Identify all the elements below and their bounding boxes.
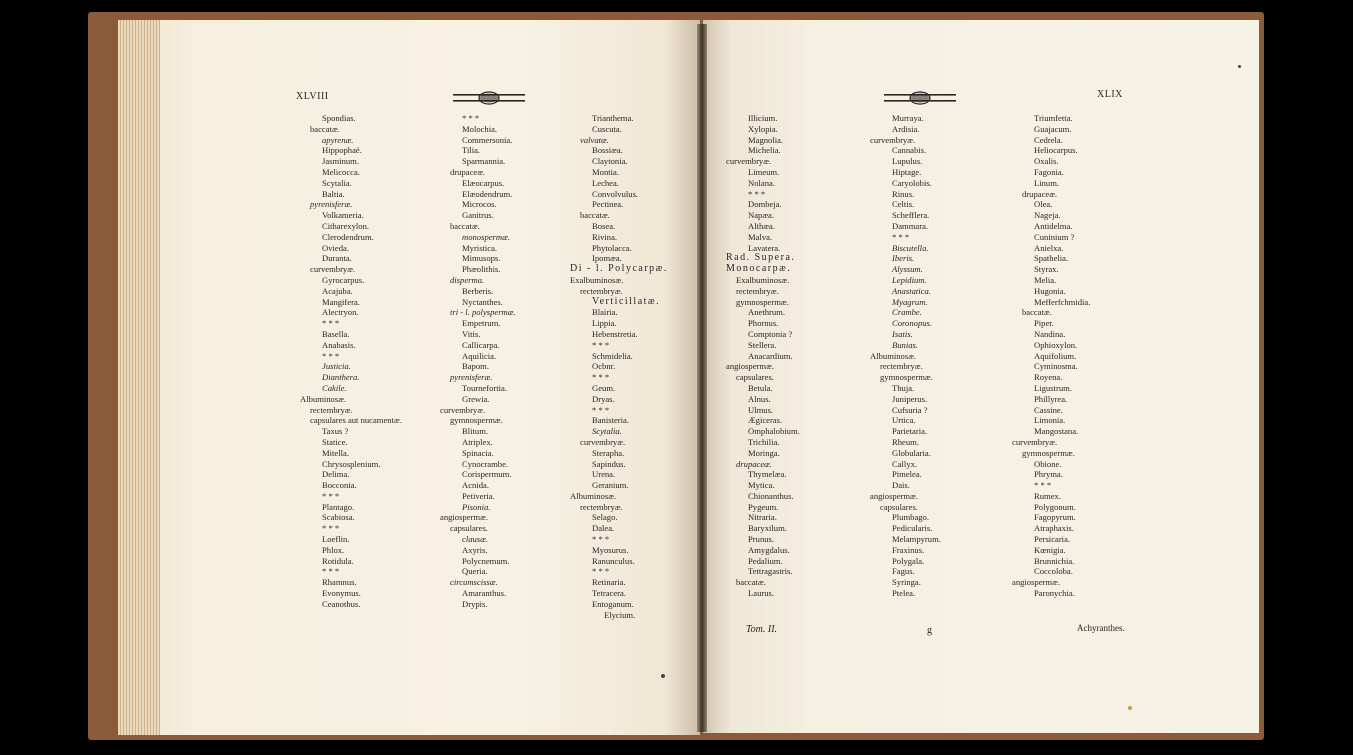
taxon-entry: Bunias. bbox=[892, 339, 919, 350]
taxon-entry: monospermæ. bbox=[462, 231, 510, 242]
taxon-entry: baccatæ. bbox=[450, 220, 480, 231]
taxon-entry: Hiptage. bbox=[892, 166, 922, 177]
taxon-entry: Elæocarpus. bbox=[462, 177, 505, 188]
taxon-entry: Myagrum. bbox=[892, 296, 928, 307]
taxon-entry: Rinus. bbox=[892, 188, 915, 199]
taxon-entry: Pisonia. bbox=[462, 501, 491, 512]
taxon-entry: angiospermæ. bbox=[870, 490, 918, 501]
taxon-entry: Pedalium. bbox=[748, 555, 783, 566]
taxon-entry: Vitis. bbox=[462, 328, 481, 339]
taxon-entry: drupaceæ. bbox=[450, 166, 486, 177]
section-separator: * * * bbox=[592, 339, 610, 350]
taxon-entry: Blitum. bbox=[462, 426, 489, 437]
taxon-entry: Callyx. bbox=[892, 458, 918, 469]
taxon-entry: Globularia. bbox=[892, 447, 931, 458]
section-separator: * * * bbox=[322, 566, 340, 577]
taxon-entry: Lippia. bbox=[592, 318, 617, 329]
taxon-entry: Bosea. bbox=[592, 220, 616, 231]
section-separator: * * * bbox=[322, 490, 340, 501]
taxon-entry: Thuja. bbox=[892, 382, 915, 393]
taxon-entry: Rivina. bbox=[592, 231, 618, 242]
taxon-entry: Baltia. bbox=[322, 188, 345, 199]
taxon-entry: Mangostana. bbox=[1034, 426, 1079, 437]
taxon-entry: Anethrum. bbox=[748, 307, 785, 318]
taxon-entry: drupaceæ. bbox=[736, 458, 773, 469]
taxon-entry: Styrax. bbox=[1034, 264, 1059, 275]
taxon-entry: Melia. bbox=[1034, 274, 1057, 285]
taxon-entry: Claytonia. bbox=[592, 156, 628, 167]
taxon-entry: Obione. bbox=[1034, 458, 1062, 469]
taxon-entry: baccatæ. bbox=[736, 577, 766, 588]
taxon-entry: Nandina. bbox=[1034, 328, 1066, 339]
taxon-entry: circumscissæ. bbox=[450, 577, 498, 588]
taxon-entry: Corispermum. bbox=[462, 469, 512, 480]
taxon-entry: drupaceæ. bbox=[1022, 188, 1058, 199]
taxon-entry: Celtis. bbox=[892, 199, 915, 210]
taxon-entry: Jasminum. bbox=[322, 156, 360, 167]
taxon-entry: Cassine. bbox=[1034, 404, 1063, 415]
taxon-entry: curvembryæ. bbox=[580, 436, 626, 447]
taxon-entry: Scytalia. bbox=[322, 177, 352, 188]
left-ornament-icon bbox=[453, 90, 525, 106]
taxon-entry: Phillyrea. bbox=[1034, 393, 1068, 404]
taxon-entry: Dais. bbox=[892, 480, 910, 491]
taxon-entry: Sterapha. bbox=[592, 447, 625, 458]
taxon-entry: Trichilia. bbox=[748, 436, 780, 447]
taxon-entry: Comptonia ? bbox=[748, 328, 793, 339]
taxon-entry: Evonymus. bbox=[322, 588, 361, 599]
taxon-entry: curvembryæ. bbox=[440, 404, 486, 415]
taxon-entry: pyrenisferæ. bbox=[450, 372, 493, 383]
taxon-entry: curvembryæ. bbox=[870, 134, 916, 145]
taxon-entry: Alyssum. bbox=[892, 264, 923, 275]
taxon-entry: Laurus. bbox=[748, 588, 775, 599]
taxon-entry: Ocbnr. bbox=[592, 361, 616, 372]
taxon-entry: Paronychia. bbox=[1034, 588, 1075, 599]
taxon-entry: Polygala. bbox=[892, 555, 925, 566]
taxon-entry: Dianthera. bbox=[322, 372, 360, 383]
taxon-entry: Schefflera. bbox=[892, 210, 930, 221]
left-page-number: XLVIII bbox=[296, 91, 329, 102]
taxon-entry: Ægiceras. bbox=[748, 415, 783, 426]
taxon-entry: clausæ. bbox=[462, 534, 489, 545]
taxon-entry: Caryolobis. bbox=[892, 177, 932, 188]
taxon-entry: rectembryæ. bbox=[880, 361, 923, 372]
taxon-entry: Callicarpa. bbox=[462, 339, 500, 350]
taxon-entry: Lupulus. bbox=[892, 156, 923, 167]
taxon-entry: Molochia. bbox=[462, 123, 498, 134]
taxon-entry: Phryma. bbox=[1034, 469, 1063, 480]
taxon-entry: valvatæ. bbox=[580, 134, 609, 145]
taxon-entry: Rad. Supera. bbox=[726, 252, 796, 264]
taxon-entry: Trianthema. bbox=[592, 113, 634, 123]
left-column-3 bbox=[570, 113, 668, 620]
taxon-entry: Dryas. bbox=[592, 393, 615, 404]
left-column-1 bbox=[300, 113, 402, 610]
taxon-entry: Cuninium ? bbox=[1034, 231, 1075, 242]
taxon-entry: Phlox. bbox=[322, 544, 345, 555]
taxon-entry: Amaranthus. bbox=[462, 588, 507, 599]
taxon-entry: Albuminosæ. bbox=[870, 350, 917, 361]
taxon-entry: Exalbuminosæ. bbox=[736, 274, 790, 285]
taxon-entry: Geranium. bbox=[592, 480, 629, 491]
taxon-entry: gymnospermæ. bbox=[1022, 447, 1075, 458]
taxon-entry: Thymelæa. bbox=[748, 469, 787, 480]
taxon-entry: Pectinea. bbox=[592, 199, 624, 210]
page-edges bbox=[118, 20, 160, 735]
taxon-entry: Cannabis. bbox=[892, 145, 927, 156]
taxon-entry: Spathelia. bbox=[1034, 253, 1069, 264]
taxon-entry: Omphalobium. bbox=[748, 426, 800, 437]
taxon-entry: Mefferfchmidia. bbox=[1034, 296, 1091, 307]
taxon-entry: Grewia. bbox=[462, 393, 490, 404]
taxon-entry: Betula. bbox=[748, 382, 773, 393]
taxon-entry: Hippophaë. bbox=[322, 145, 362, 156]
taxon-entry: Polycnemum. bbox=[462, 555, 510, 566]
taxon-entry: Myosurus. bbox=[592, 544, 629, 555]
taxon-entry: Blairia. bbox=[592, 307, 618, 318]
taxon-entry: Fraxinus. bbox=[892, 544, 925, 555]
taxon-entry: Pimelea. bbox=[892, 469, 922, 480]
taxon-entry: Spinacia. bbox=[462, 447, 494, 458]
taxon-entry: Prunus. bbox=[748, 534, 775, 545]
taxon-entry: Lechea. bbox=[592, 177, 619, 188]
taxon-entry: Sparmannia. bbox=[462, 156, 506, 167]
taxon-entry: Tournefortia. bbox=[462, 382, 507, 393]
taxon-entry: Mytica. bbox=[748, 480, 775, 491]
taxon-entry: Scabiosa. bbox=[322, 512, 355, 523]
taxon-entry: rectembryæ. bbox=[310, 404, 353, 415]
taxon-entry: Tilia. bbox=[462, 145, 481, 156]
taxon-entry: Scytalia. bbox=[592, 426, 622, 437]
taxon-entry: Lepidium. bbox=[892, 274, 927, 285]
taxon-entry: Albuminosæ. bbox=[570, 490, 617, 501]
taxon-entry: Coronopus. bbox=[892, 318, 933, 329]
taxon-entry: Dammara. bbox=[892, 220, 929, 231]
taxon-entry: Xylopia. bbox=[748, 123, 778, 134]
taxon-entry: Aquifolium. bbox=[1034, 350, 1077, 361]
taxon-entry: Phornus. bbox=[748, 318, 779, 329]
taxon-entry: Ceanothus. bbox=[322, 598, 361, 609]
taxon-entry: capsulares. bbox=[880, 501, 918, 512]
taxon-entry: Empetrum. bbox=[462, 318, 501, 329]
taxon-entry: Cuscuta. bbox=[592, 123, 622, 134]
section-separator: * * * bbox=[748, 188, 766, 199]
taxon-entry: Loeflin. bbox=[322, 534, 350, 545]
section-separator: * * * bbox=[592, 534, 610, 545]
taxon-entry: Berberis. bbox=[462, 285, 494, 296]
taxon-entry: Tettragastris. bbox=[748, 566, 793, 577]
taxon-entry: baccatæ. bbox=[310, 123, 340, 134]
taxon-entry: Taxus ? bbox=[322, 426, 349, 437]
left-column-2 bbox=[440, 113, 516, 610]
taxon-entry: Olea. bbox=[1034, 199, 1053, 210]
paper-speck bbox=[1238, 65, 1241, 68]
taxon-entry: capsulares aut nucamentæ. bbox=[310, 415, 402, 426]
taxon-entry: rectembryæ. bbox=[580, 501, 623, 512]
taxon-entry: Melampyrum. bbox=[892, 534, 941, 545]
taxon-entry: Limonia. bbox=[1034, 415, 1066, 426]
taxon-entry: Verticillatæ. bbox=[592, 295, 661, 307]
taxon-entry: Althæa. bbox=[748, 220, 775, 231]
taxon-entry: Napæa. bbox=[748, 210, 775, 221]
taxon-entry: Syringa. bbox=[892, 577, 921, 588]
taxon-entry: apyrenæ. bbox=[322, 134, 354, 145]
taxon-entry: Fagopyrum. bbox=[1034, 512, 1076, 523]
taxon-entry: gymnospermæ. bbox=[736, 296, 789, 307]
taxon-entry: Plantago. bbox=[322, 501, 355, 512]
taxon-entry: Drypis. bbox=[462, 598, 488, 609]
taxon-entry: Elæodendrum. bbox=[462, 188, 513, 199]
taxon-entry: Triumfetta. bbox=[1034, 113, 1073, 123]
taxon-entry: Alnus. bbox=[748, 393, 771, 404]
taxon-entry: Nageja. bbox=[1034, 210, 1061, 221]
taxon-entry: Melicocca. bbox=[322, 166, 360, 177]
taxon-entry: Schmidelia. bbox=[592, 350, 633, 361]
taxon-entry: Cyminosma. bbox=[1034, 361, 1078, 372]
taxon-entry: Exalbuminosæ. bbox=[570, 274, 624, 285]
taxon-entry: Statice. bbox=[322, 436, 348, 447]
taxon-entry: Alectryon. bbox=[322, 307, 359, 318]
taxon-entry: Justicia. bbox=[322, 361, 351, 372]
taxon-entry: capsulares. bbox=[736, 372, 774, 383]
right-column-3 bbox=[1012, 113, 1090, 599]
section-separator: * * * bbox=[892, 231, 910, 242]
taxon-entry: Axyris. bbox=[462, 544, 488, 555]
taxon-entry: Ptelea. bbox=[892, 588, 916, 599]
taxon-entry: Clerodendrum. bbox=[322, 231, 374, 242]
taxon-entry: Ligustrum. bbox=[1034, 382, 1072, 393]
taxon-entry: rectembryæ. bbox=[580, 285, 623, 296]
taxon-entry: Anastatica. bbox=[892, 285, 931, 296]
taxon-entry: Limeum. bbox=[748, 166, 780, 177]
taxon-entry: Convolvulus. bbox=[592, 188, 639, 199]
taxon-entry: Michelia. bbox=[748, 145, 781, 156]
taxon-entry: Cedrela. bbox=[1034, 134, 1063, 145]
taxon-entry: Bossiæa. bbox=[592, 145, 623, 156]
taxon-entry: Nyctanthes. bbox=[462, 296, 503, 307]
taxon-entry: Hugonia. bbox=[1034, 285, 1066, 296]
taxon-entry: disperma. bbox=[450, 274, 485, 285]
taxon-entry: Fagonia. bbox=[1034, 166, 1064, 177]
taxon-entry: angiospermæ. bbox=[440, 512, 488, 523]
right-ornament-icon bbox=[884, 90, 956, 106]
taxon-entry: Brunnichia. bbox=[1034, 555, 1075, 566]
taxon-entry: Kœnigia. bbox=[1034, 544, 1066, 555]
taxon-entry: tri - l. polyspermæ. bbox=[450, 307, 516, 318]
taxon-entry: Montia. bbox=[592, 166, 619, 177]
taxon-entry: Microcos. bbox=[462, 199, 497, 210]
taxon-entry: Lavatera. bbox=[748, 242, 781, 253]
taxon-entry: Anielxa. bbox=[1034, 242, 1064, 253]
taxon-entry: gymnospermæ. bbox=[450, 415, 503, 426]
taxon-entry: Spondias. bbox=[322, 113, 356, 123]
taxon-entry: Acajuba. bbox=[322, 285, 353, 296]
taxon-entry: Cynocrambe. bbox=[462, 458, 509, 469]
taxon-entry: rectembryæ. bbox=[736, 285, 779, 296]
taxon-entry: Ovieda. bbox=[322, 242, 349, 253]
taxon-entry: curvembryæ. bbox=[310, 264, 356, 275]
taxon-entry: Sapindus. bbox=[592, 458, 626, 469]
taxon-entry: Malva. bbox=[748, 231, 773, 242]
taxon-entry: angiospermæ. bbox=[726, 361, 774, 372]
taxon-entry: Banisteria. bbox=[592, 415, 629, 426]
taxon-entry: Ganitrus. bbox=[462, 210, 494, 221]
right-column-1 bbox=[726, 113, 800, 599]
taxon-entry: Myristica. bbox=[462, 242, 498, 253]
taxon-entry: Gyrocarpus. bbox=[322, 274, 365, 285]
taxon-entry: Rhamnus. bbox=[322, 577, 357, 588]
taxon-entry: Cakile. bbox=[322, 382, 347, 393]
taxon-entry: Di - l. Polycarpæ. bbox=[570, 263, 668, 275]
catchword: Achyranthes. bbox=[1077, 623, 1125, 633]
taxon-entry: Persicaria. bbox=[1034, 534, 1071, 545]
taxon-entry: Hebenstretia. bbox=[592, 328, 638, 339]
taxon-entry: gymnospermæ. bbox=[880, 372, 933, 383]
gathering-signature: g bbox=[927, 625, 932, 636]
taxon-entry: Queria. bbox=[462, 566, 488, 577]
taxon-entry: Stellera. bbox=[748, 339, 777, 350]
taxon-entry: Dombeja. bbox=[748, 199, 782, 210]
right-column-2 bbox=[870, 113, 941, 599]
section-separator: * * * bbox=[462, 113, 480, 123]
taxon-entry: Moringa. bbox=[748, 447, 780, 458]
taxon-entry: Coccoloba. bbox=[1034, 566, 1073, 577]
taxon-entry: Bapom. bbox=[462, 361, 489, 372]
taxon-entry: Pygeum. bbox=[748, 501, 779, 512]
taxon-entry: Iberis. bbox=[892, 253, 915, 264]
taxon-entry: curvembryæ. bbox=[1012, 436, 1058, 447]
taxon-entry: Commersonia. bbox=[462, 134, 513, 145]
taxon-entry: Anacardium. bbox=[748, 350, 793, 361]
taxon-entry: Mangifera. bbox=[322, 296, 360, 307]
taxon-entry: Parietaria. bbox=[892, 426, 928, 437]
taxon-entry: baccatæ. bbox=[580, 210, 610, 221]
taxon-entry: Phæolithis. bbox=[462, 264, 501, 275]
taxon-entry: Phytolacca. bbox=[592, 242, 632, 253]
section-separator: * * * bbox=[592, 372, 610, 383]
taxon-entry: Amygdalus. bbox=[748, 544, 790, 555]
section-separator: * * * bbox=[1034, 480, 1052, 491]
taxon-entry: Elycium. bbox=[604, 609, 636, 620]
paper-speck bbox=[1128, 706, 1132, 710]
taxon-entry: Petiveria. bbox=[462, 490, 495, 501]
taxon-entry: Chionanthus. bbox=[748, 490, 794, 501]
taxon-entry: Geum. bbox=[592, 382, 616, 393]
taxon-entry: Murraya. bbox=[892, 113, 924, 123]
taxon-entry: pyrenisferæ. bbox=[310, 199, 353, 210]
taxon-entry: Aquilicia. bbox=[462, 350, 497, 361]
taxon-entry: Entoganum. bbox=[592, 598, 634, 609]
taxon-entry: Albuminosæ. bbox=[300, 393, 347, 404]
taxon-entry: Urtica. bbox=[892, 415, 916, 426]
taxon-entry: Citharexylon. bbox=[322, 220, 370, 231]
taxon-entry: Ipomæa. bbox=[592, 253, 622, 264]
section-separator: * * * bbox=[322, 350, 340, 361]
taxon-entry: Mitella. bbox=[322, 447, 349, 458]
taxon-entry: capsulares. bbox=[450, 523, 488, 534]
taxon-entry: Antidelma. bbox=[1034, 220, 1073, 231]
taxon-entry: Magnolia. bbox=[748, 134, 784, 145]
section-separator: * * * bbox=[592, 566, 610, 577]
taxon-entry: Basella. bbox=[322, 328, 350, 339]
taxon-entry: Mimusops. bbox=[462, 253, 501, 264]
taxon-entry: Nitraria. bbox=[748, 512, 777, 523]
section-separator: * * * bbox=[592, 404, 610, 415]
taxon-entry: Heliocarpus. bbox=[1034, 145, 1078, 156]
taxon-entry: Rheum. bbox=[892, 436, 919, 447]
taxon-entry: Tetracera. bbox=[592, 588, 626, 599]
volume-signature: Tom. II. bbox=[746, 624, 778, 635]
taxon-entry: curvembryæ. bbox=[726, 156, 772, 167]
taxon-entry: Isatis. bbox=[892, 328, 913, 339]
taxon-entry: Oxalis. bbox=[1034, 156, 1059, 167]
taxon-entry: Polygonum. bbox=[1034, 501, 1076, 512]
taxon-entry: Retinaria. bbox=[592, 577, 626, 588]
taxon-entry: Plumbago. bbox=[892, 512, 930, 523]
taxon-entry: Delima. bbox=[322, 469, 350, 480]
taxon-entry: Linum. bbox=[1034, 177, 1060, 188]
taxon-entry: Monocarpæ. bbox=[726, 263, 792, 275]
taxon-entry: Baryxilum. bbox=[748, 523, 787, 534]
taxon-entry: Ulmus. bbox=[748, 404, 774, 415]
taxon-entry: Duranta. bbox=[322, 253, 352, 264]
right-page-number: XLIX bbox=[1097, 89, 1123, 100]
taxon-entry: Guajacum. bbox=[1034, 123, 1072, 134]
taxon-entry: Rotidula. bbox=[322, 555, 354, 566]
taxon-entry: Crambe. bbox=[892, 307, 922, 318]
taxon-entry: baccatæ. bbox=[1022, 307, 1052, 318]
section-separator: * * * bbox=[322, 523, 340, 534]
taxon-entry: angiospermæ. bbox=[1012, 577, 1060, 588]
taxon-entry: Ardisia. bbox=[892, 123, 920, 134]
taxon-entry: Piper. bbox=[1034, 318, 1054, 329]
taxon-entry: Cufsuria ? bbox=[892, 404, 928, 415]
taxon-entry: Anabasis. bbox=[322, 339, 356, 350]
taxon-entry: Biscutella. bbox=[892, 242, 929, 253]
taxon-entry: Atriplex. bbox=[462, 436, 493, 447]
taxon-entry: Volkameria. bbox=[322, 210, 364, 221]
taxon-entry: Fagus. bbox=[892, 566, 915, 577]
taxon-entry: Bocconia. bbox=[322, 480, 357, 491]
taxon-entry: Royena. bbox=[1034, 372, 1063, 383]
taxon-entry: Nolana. bbox=[748, 177, 775, 188]
taxon-entry: Pedicularis. bbox=[892, 523, 933, 534]
taxon-entry: Selago. bbox=[592, 512, 618, 523]
taxon-entry: Dalea. bbox=[592, 523, 615, 534]
paper-speck bbox=[661, 674, 665, 678]
section-separator: * * * bbox=[322, 318, 340, 329]
taxon-entry: Illicium. bbox=[748, 113, 778, 123]
taxon-entry: Ophioxylon. bbox=[1034, 339, 1078, 350]
taxon-entry: Chrysosplenium. bbox=[322, 458, 381, 469]
taxon-entry: Ranunculus. bbox=[592, 555, 635, 566]
taxon-entry: Atraphaxis. bbox=[1034, 523, 1074, 534]
taxon-entry: Rumex. bbox=[1034, 490, 1061, 501]
taxon-entry: Urena. bbox=[592, 469, 616, 480]
taxon-entry: Acnida. bbox=[462, 480, 489, 491]
taxon-entry: Juniperus. bbox=[892, 393, 928, 404]
book-gutter bbox=[697, 24, 707, 732]
